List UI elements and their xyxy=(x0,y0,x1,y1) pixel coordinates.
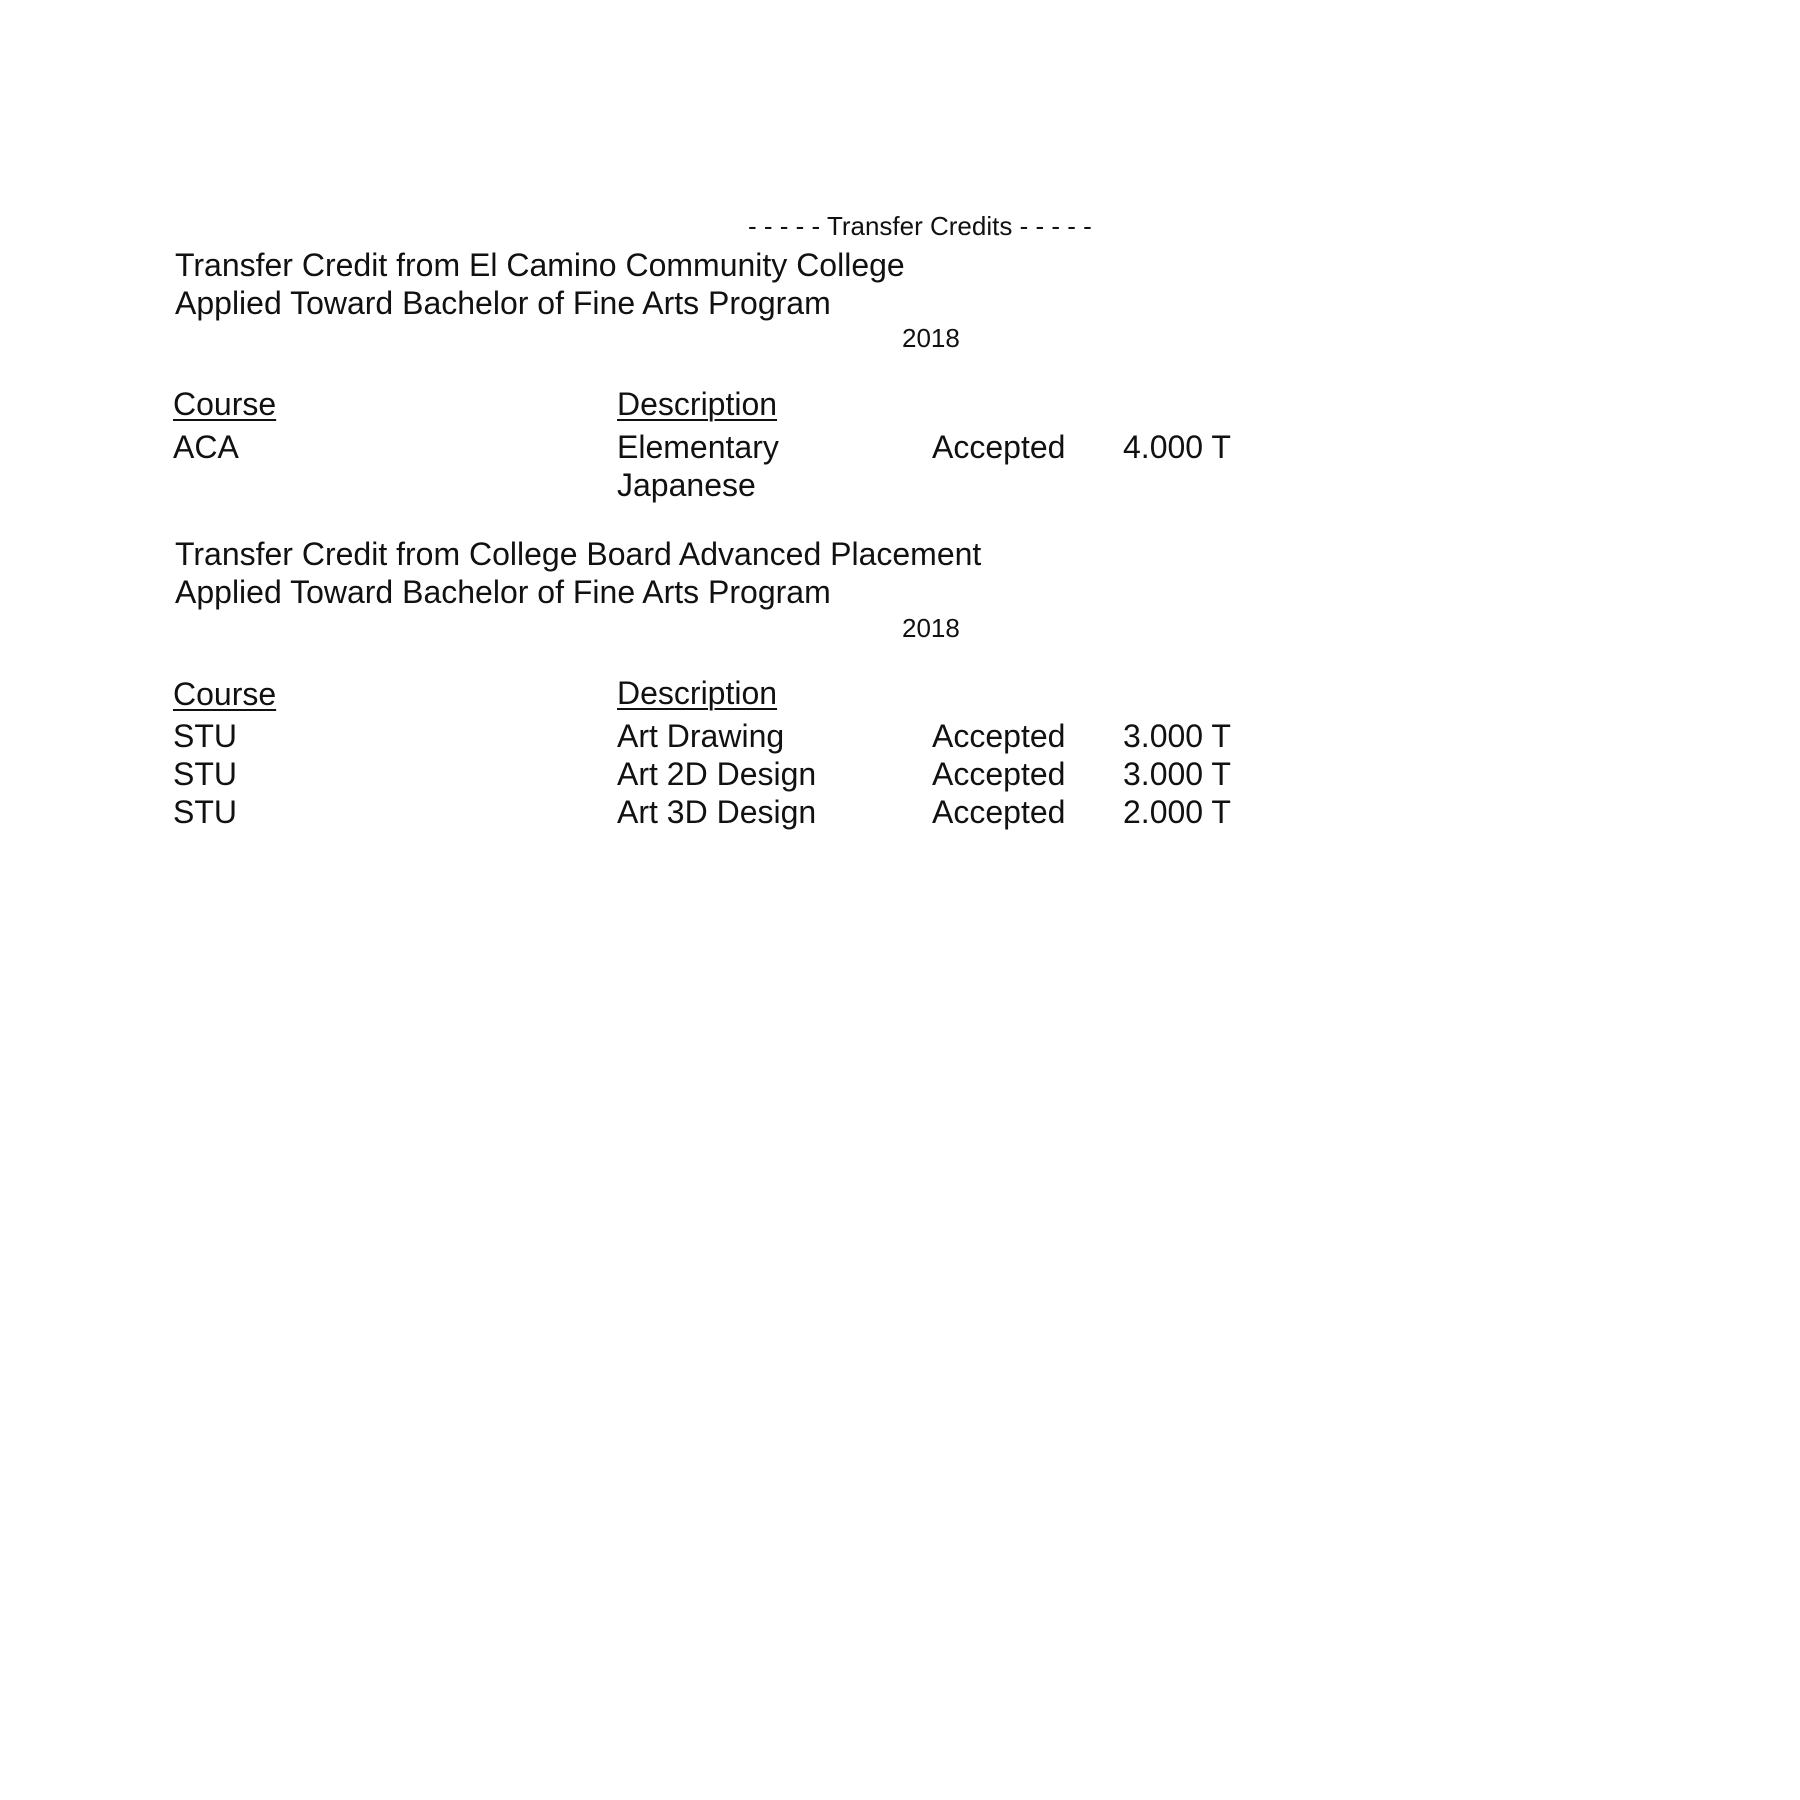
section-1-program: Applied Toward Bachelor of Fine Arts Program xyxy=(175,285,831,321)
section-2-row-1-credits: 3.000 T xyxy=(1123,718,1231,754)
section-2-row-3-status: Accepted xyxy=(932,794,1066,830)
section-2-row-1-status: Accepted xyxy=(932,718,1066,754)
section-2-row-2-credits: 3.000 T xyxy=(1123,756,1231,792)
section-1-row-1-description: Elementary Japanese xyxy=(617,429,779,503)
section-2-row-3-credits: 2.000 T xyxy=(1123,794,1231,830)
section-2-row-2-course: STU xyxy=(173,756,237,792)
section-2-year: 2018 xyxy=(902,613,960,643)
section-1-row-1-course: ACA xyxy=(173,429,239,465)
section-1-row-1-status: Accepted xyxy=(932,429,1066,465)
section-1-source: Transfer Credit from El Camino Community College xyxy=(175,247,905,283)
section-2-program: Applied Toward Bachelor of Fine Arts Program xyxy=(175,574,831,610)
section-2-course-header: Course xyxy=(173,676,277,712)
section-2-source: Transfer Credit from College Board Advanced Placement xyxy=(175,536,982,572)
section-2-row-3-description: Art 3D Design xyxy=(617,794,817,830)
section-2-row-1-description: Art Drawing xyxy=(617,718,785,754)
section-1-year: 2018 xyxy=(902,323,960,353)
section-1-description-header: Description xyxy=(617,386,778,422)
section-2-description-header: Description xyxy=(617,675,778,711)
page-title: - - - - - Transfer Credits - - - - - xyxy=(748,211,1092,241)
section-2-row-1-course: STU xyxy=(173,718,237,754)
section-1-row-1-credits: 4.000 T xyxy=(1123,429,1231,465)
section-2-row-2-status: Accepted xyxy=(932,756,1066,792)
section-1-course-header: Course xyxy=(173,386,277,422)
section-2-row-2-description: Art 2D Design xyxy=(617,756,817,792)
section-2-row-3-course: STU xyxy=(173,794,237,830)
